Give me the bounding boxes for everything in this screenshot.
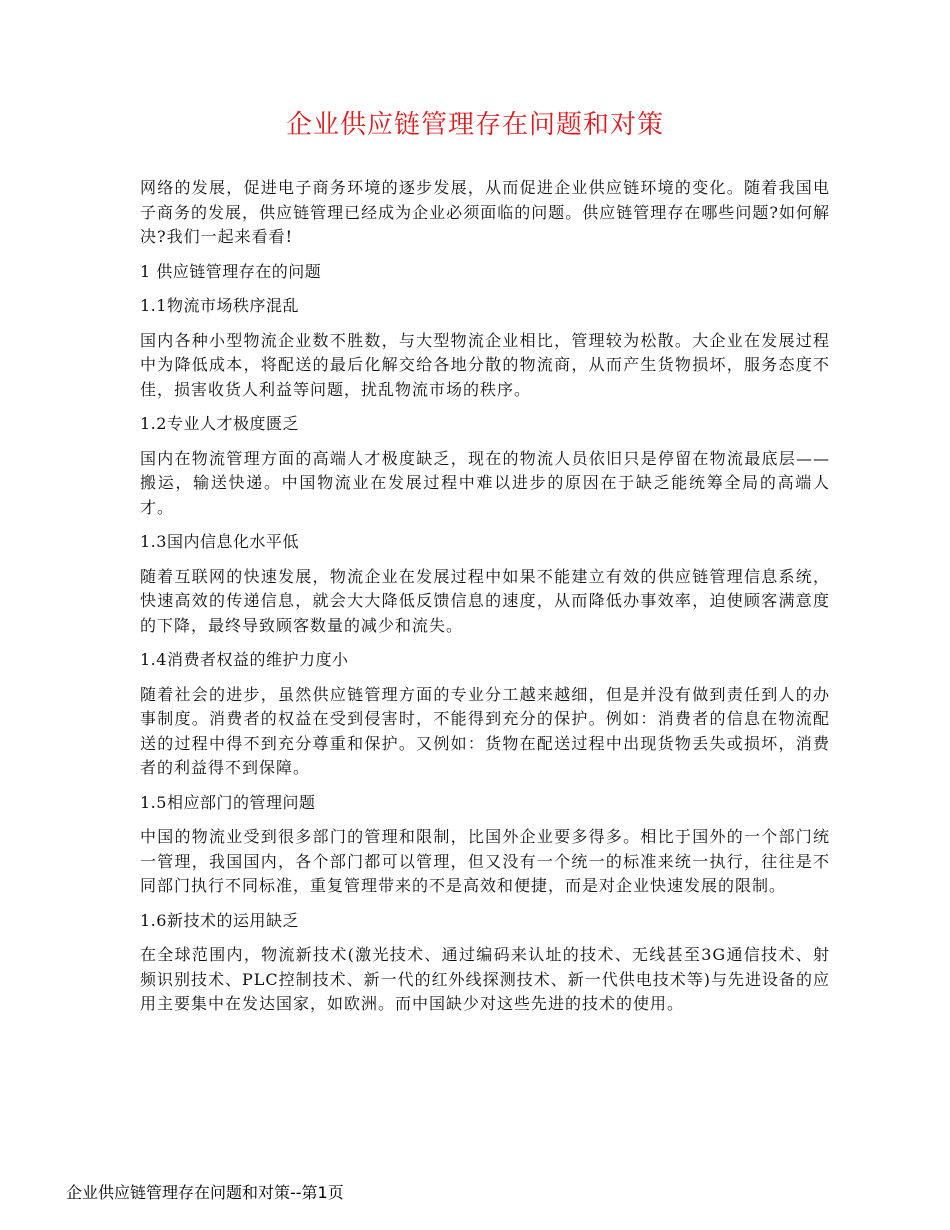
page-footer: 企业供应链管理存在问题和对策--第1页 xyxy=(66,1183,344,1202)
section-1-3-body: 随着互联网的快速发展，物流企业在发展过程中如果不能建立有效的供应链管理信息系统，快速高效的传递信息，就会大大降低反馈信息的速度，从而降低办事效率，迫使顾客满意度的下降，最终导致顾客数量的减少和流失。 xyxy=(140,566,830,635)
intro-paragraph: 网络的发展，促进电子商务环境的逐步发展，从而促进企业供应链环境的变化。随着我国电子商务的发展，供应链管理已经成为企业必须面临的问题。供应链管理存在哪些问题?如何解决?我们一起来看看! xyxy=(140,178,830,246)
section-1-6-heading: 1.6新技术的运用缺乏 xyxy=(140,910,299,930)
section-1-3-heading: 1.3国内信息化水平低 xyxy=(140,532,299,551)
section-1-4-body: 随着社会的进步，虽然供应链管理方面的专业分工越来越细，但是并没有做到责任到人的办事制度。消费者的权益在受到侵害时，不能得到充分的保护。例如：消费者的信息在物流配送的过程中得不到充分尊重和保护。又例如：货物在配送过程中出现货物丢失或损坏，消费者的利益得不到保障。 xyxy=(140,684,830,777)
section-1-1-body: 国内各种小型物流企业数不胜数，与大型物流企业相比，管理较为松散。大企业在发展过程中为降低成本，将配送的最后化解交给各地分散的物流商，从而产生货物损坏，服务态度不佳，损害收货人利益等问题，扰乱物流市场的秩序。 xyxy=(140,330,830,399)
section-1-5-body: 中国的物流业受到很多部门的管理和限制，比国外企业要多得多。相比于国外的一个部门统一管理，我国国内，各个部门都可以管理，但又没有一个统一的标准来统一执行，往往是不同部门执行不同标准，重复管理带来的不是高效和便捷，而是对企业快速发展的限制。 xyxy=(140,827,830,895)
section-1-1-heading: 1.1物流市场秩序混乱 xyxy=(140,296,299,315)
document-title: 企业供应链管理存在问题和对策 xyxy=(285,110,664,140)
section-1-2-heading: 1.2专业人才极度匮乏 xyxy=(140,414,299,433)
document-body xyxy=(140,176,830,1027)
section-1-4-heading: 1.4消费者权益的维护力度小 xyxy=(140,650,349,669)
section-1-5-heading: 1.5相应部门的管理问题 xyxy=(140,792,316,812)
section-1-heading: 1 供应链管理存在的问题 xyxy=(140,261,322,281)
section-1-2-body: 国内在物流管理方面的高端人才极度缺乏，现在的物流人员依旧只是停留在物流最底层——搬运，输送快递。中国物流业在发展过程中难以进步的原因在于缺乏能统筹全局的高端人才。 xyxy=(140,448,830,517)
section-1-6-body: 在全球范围内，物流新技术(激光技术、通过编码来认址的技术、无线甚至3G通信技术、射频识别技术、PLC控制技术、新一代的红外线探测技术、新一代供电技术等)与先进设备的应用主要集中在发达国家，如欧洲。而中国缺少对这些先进的技术的使用。 xyxy=(140,945,830,1013)
